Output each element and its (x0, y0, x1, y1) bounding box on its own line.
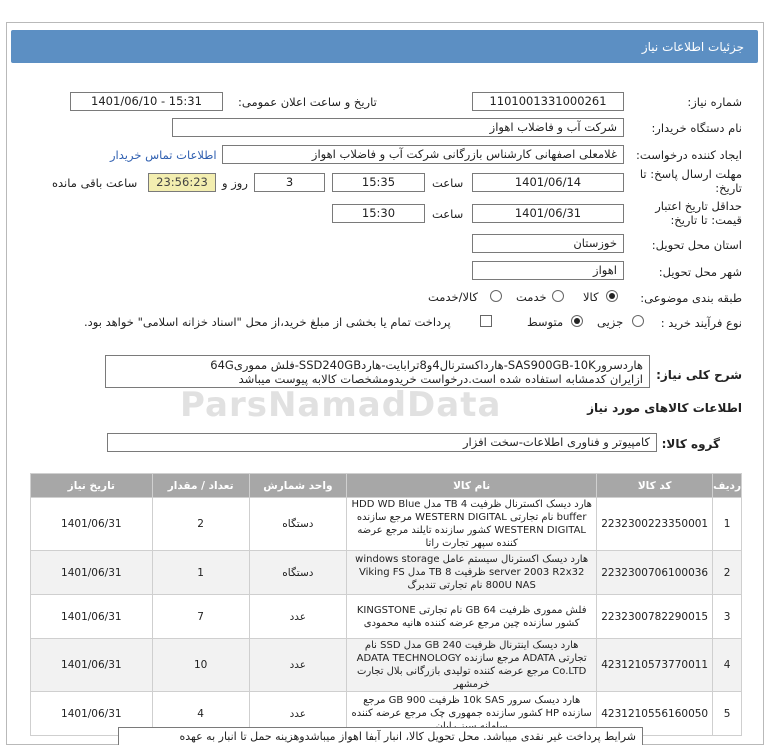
category-option-both: کالا/خدمت (428, 290, 479, 304)
creator-label: ایجاد کننده درخواست: (636, 148, 742, 162)
buyer-label: نام دستگاه خریدار: (651, 121, 742, 135)
need-number-field: 1101001331000261 (472, 92, 624, 111)
table-row (31, 551, 742, 595)
col-header-qty: تعداد / مقدار (152, 474, 249, 498)
cell-code: 2232300706100036 (597, 551, 713, 595)
table-header-row (31, 474, 742, 498)
process-radio-medium[interactable] (571, 315, 583, 327)
contact-info-link[interactable]: اطلاعات تماس خریدار (110, 148, 217, 162)
deadline-label-date: تاریخ: (715, 181, 742, 195)
page-header (11, 30, 758, 63)
cell-date: 1401/06/31 (31, 692, 153, 736)
goods-group-label: گروه کالا: (661, 437, 720, 451)
col-header-row: ردیف (713, 474, 742, 498)
cell-unit: عدد (249, 692, 347, 736)
creator-field: غلامعلی اصفهانی کارشناس بازرگانی شرکت آب و فاضلاب اهواز (222, 145, 624, 164)
cell-date: 1401/06/31 (31, 551, 153, 595)
category-option-service: خدمت (516, 290, 547, 304)
cell-row: 3 (713, 595, 742, 639)
cell-row: 4 (713, 639, 742, 692)
process-option-medium: متوسط (527, 315, 564, 329)
description-line-2: ازایران کدمشابه استفاده شده است.درخواست خریدومشخصات کالابه پیوست میباشد (238, 372, 643, 386)
buyer-field: شرکت آب و فاضلاب اهواز (172, 118, 624, 137)
table-row (31, 595, 742, 639)
deadline-time-field: 15:35 (332, 173, 425, 192)
cell-unit: عدد (249, 639, 347, 692)
cell-qty: 4 (152, 692, 249, 736)
cell-unit: عدد (249, 595, 347, 639)
city-field: اهواز (472, 261, 624, 280)
cell-qty: 7 (152, 595, 249, 639)
announce-field: 1401/06/10 - 15:31 (70, 92, 223, 111)
col-header-name: نام کالا (347, 474, 597, 498)
cell-code: 4231210556160050 (597, 692, 713, 736)
cell-name: هارد دیسک اکسترنال سیستم عامل windows storage server 2003 R2x32 ظرفیت 8 TB مدل Viking FS 800U NAS نام تجارتی تندبرگ (347, 551, 597, 595)
validity-label-date: قیمت: تا تاریخ: (670, 213, 742, 227)
cell-name: هارد دیسک اکسترنال ظرفیت 4 TB مدل HDD WD Blue buffer نام تجارتی WESTERN DIGITAL مرجع سازنده WESTERN DIGITAL کشور سازنده تایلند مرجع عرضه کننده سپهر تجارت راتا (347, 498, 597, 551)
cell-row: 5 (713, 692, 742, 736)
cell-qty: 2 (152, 498, 249, 551)
remaining-label: ساعت باقی مانده (52, 176, 138, 190)
watermark: ParsNamadData (180, 385, 502, 425)
category-radio-both[interactable] (490, 290, 502, 302)
col-header-code: کد کالا (597, 474, 713, 498)
cell-qty: 1 (152, 551, 249, 595)
cell-date: 1401/06/31 (31, 639, 153, 692)
table-row (31, 498, 742, 551)
cell-date: 1401/06/31 (31, 595, 153, 639)
validity-time-field: 15:30 (332, 204, 425, 223)
announce-label: تاریخ و ساعت اعلان عمومی: (238, 95, 377, 109)
cell-name: فلش مموری ظرفیت 64 GB نام تجارتی KINGSTONE کشور سازنده چین مرجع عرضه کننده هانیه محمودی (347, 595, 597, 639)
col-header-date: تاریخ نیاز (31, 474, 153, 498)
description-line-1: هاردسرورSAS900GB-10K-هارداکسترنال4و8ترابایت-هاردSSD240GB-فلش مموری64G (210, 358, 643, 372)
deadline-time-label: ساعت (432, 176, 464, 190)
category-option-goods: کالا (583, 290, 599, 304)
treasury-checkbox[interactable] (480, 315, 492, 327)
deadline-label: مهلت ارسال پاسخ: تا (639, 167, 742, 181)
province-field: خوزستان (472, 234, 624, 253)
days-label: روز و (222, 176, 248, 190)
page-title: جزئیات اطلاعات نیاز (641, 39, 744, 54)
cell-code: 2232300223350001 (597, 498, 713, 551)
goods-group-field: کامپیوتر و فناوری اطلاعات-سخت افزار (107, 433, 657, 452)
treasury-text: پرداخت تمام یا بخشی از مبلغ خرید،از محل "اسناد خزانه اسلامی" خواهد بود. (84, 315, 451, 329)
process-label: نوع فرآیند خرید : (660, 316, 742, 330)
cell-name: هارد دیسک اینترنال ظرفیت 240 GB مدل SSD نام تجارتی ADATA مرجع سازنده ADATA TECHNOLOGY Co.LTD مرجع عرضه کننده تولیدی بازرگانی بلال تجارت خرمشهر (347, 639, 597, 692)
validity-date-field: 1401/06/31 (472, 204, 624, 223)
validity-time-label: ساعت (432, 207, 464, 221)
remaining-time-field: 23:56:23 (148, 173, 216, 192)
cell-date: 1401/06/31 (31, 498, 153, 551)
cell-unit: دستگاه (249, 498, 347, 551)
cell-code: 2232300782290015 (597, 595, 713, 639)
cell-row: 1 (713, 498, 742, 551)
cell-row: 2 (713, 551, 742, 595)
validity-label: حداقل تاریخ اعتبار (655, 199, 742, 213)
days-field: 3 (254, 173, 325, 192)
category-radio-goods[interactable] (606, 290, 618, 302)
need-number-label: شماره نیاز: (687, 95, 742, 109)
cell-qty: 10 (152, 639, 249, 692)
process-option-minor: جزیی (597, 315, 624, 329)
deadline-date-field: 1401/06/14 (472, 173, 624, 192)
goods-section-title: اطلاعات کالاهای مورد نیاز (587, 401, 742, 415)
description-box (105, 355, 650, 388)
province-label: استان محل تحویل: (651, 238, 742, 252)
category-label: طبقه بندی موضوعی: (640, 291, 742, 305)
cell-code: 4231210573770011 (597, 639, 713, 692)
items-table (30, 473, 742, 736)
cell-unit: دستگاه (249, 551, 347, 595)
table-row (31, 639, 742, 692)
category-radio-service[interactable] (552, 290, 564, 302)
col-header-unit: واحد شمارش (249, 474, 347, 498)
description-label: شرح کلی نیاز: (656, 368, 742, 382)
cell-name: هارد دیسک سرور 10k SAS ظرفیت 900 GB مرجع سازنده HP کشور سازنده جمهوری چک مرجع عرضه کننده (347, 692, 597, 736)
payment-note: شرایط پرداخت غیر نقدی میباشد. محل تحویل کالا، انبار آبفا اهواز میباشدوهزینه حمل تا انبار به عهده (118, 727, 643, 745)
process-radio-minor[interactable] (632, 315, 644, 327)
city-label: شهر محل تحویل: (658, 265, 742, 279)
